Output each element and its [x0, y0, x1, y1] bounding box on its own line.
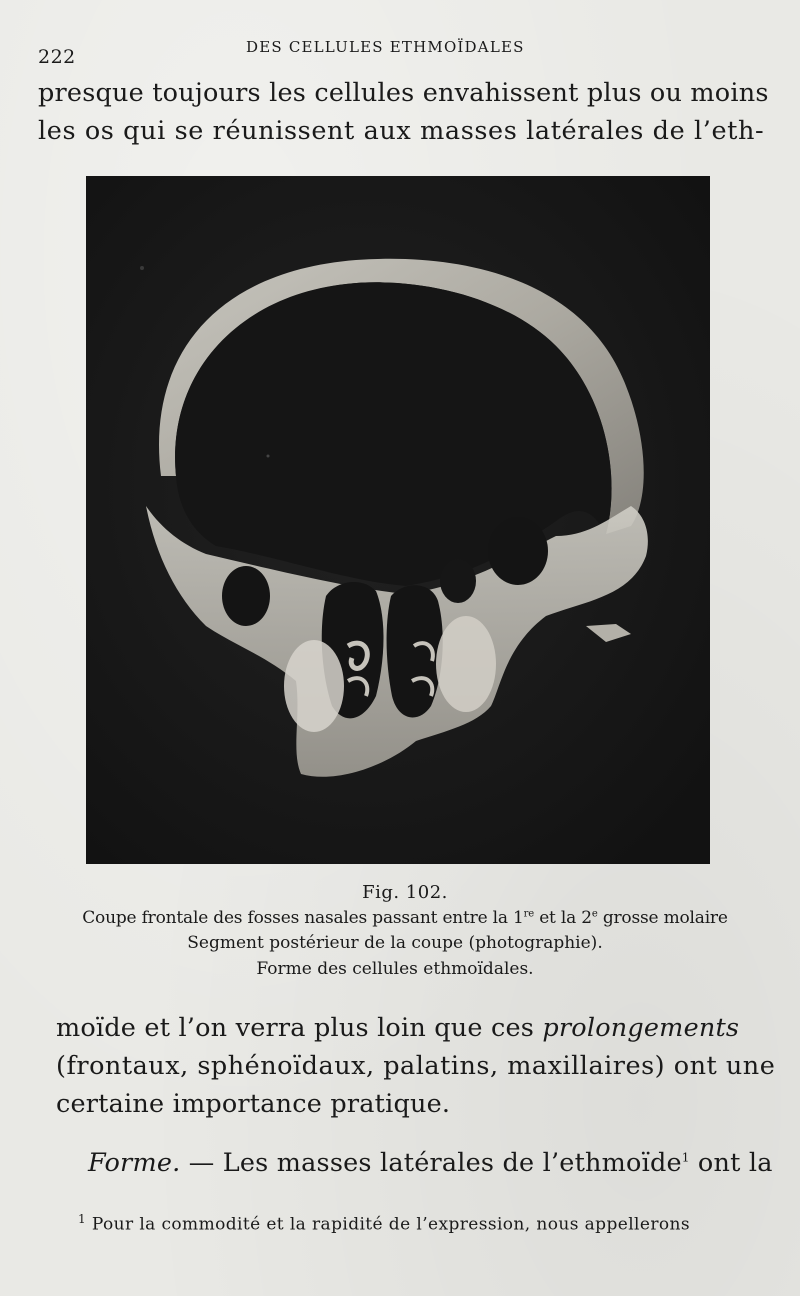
- footnote-mark: 1: [78, 1212, 87, 1226]
- body-text: moïde et l’on verra plus loin que ces: [56, 1013, 543, 1043]
- body-text-line: certaine importance pratique.: [56, 1089, 451, 1119]
- caption-superscript: e: [591, 908, 598, 920]
- footnote-text: Pour la commodité et la rapidité de l’expression, nous appellerons: [86, 1214, 690, 1235]
- figure-caption-line: Forme des cellules ethmoïdales.: [256, 959, 534, 979]
- running-head: [38, 38, 762, 68]
- skull-section-photograph: [86, 176, 710, 864]
- page-number: 222: [38, 46, 76, 68]
- body-text: ont la: [689, 1148, 773, 1178]
- body-text-line: [56, 1013, 739, 1043]
- caption-text: grosse molaire: [597, 908, 728, 928]
- running-head-title: DES CELLULES ETHMOÏDALES: [246, 38, 525, 56]
- body-text: — Les masses latérales de l’ethmoïde: [180, 1148, 682, 1178]
- footnote-reference: 1: [681, 1150, 690, 1165]
- caption-superscript: re: [523, 908, 534, 920]
- figure-label: Fig. 102.: [362, 882, 448, 903]
- body-text-line: (frontaux, sphénoïdaux, palatins, maxillaires) ont une: [56, 1051, 776, 1081]
- figure-caption-line: [40, 908, 770, 928]
- italic-term: prolongements: [542, 1013, 740, 1043]
- caption-text: Coupe frontale des fosses nasales passant entre la 1: [82, 908, 524, 928]
- footnote: [78, 1212, 690, 1235]
- figure-caption-line: Segment postérieur de la coupe (photographie).: [187, 933, 603, 953]
- body-text-line: les os qui se réunissent aux masses latérales de l’eth-: [38, 116, 765, 146]
- body-text-line: [88, 1148, 773, 1178]
- italic-heading: Forme.: [88, 1148, 181, 1178]
- body-text-line: presque toujours les cellules envahissent plus ou moins: [38, 78, 769, 108]
- caption-text: et la 2: [533, 908, 592, 928]
